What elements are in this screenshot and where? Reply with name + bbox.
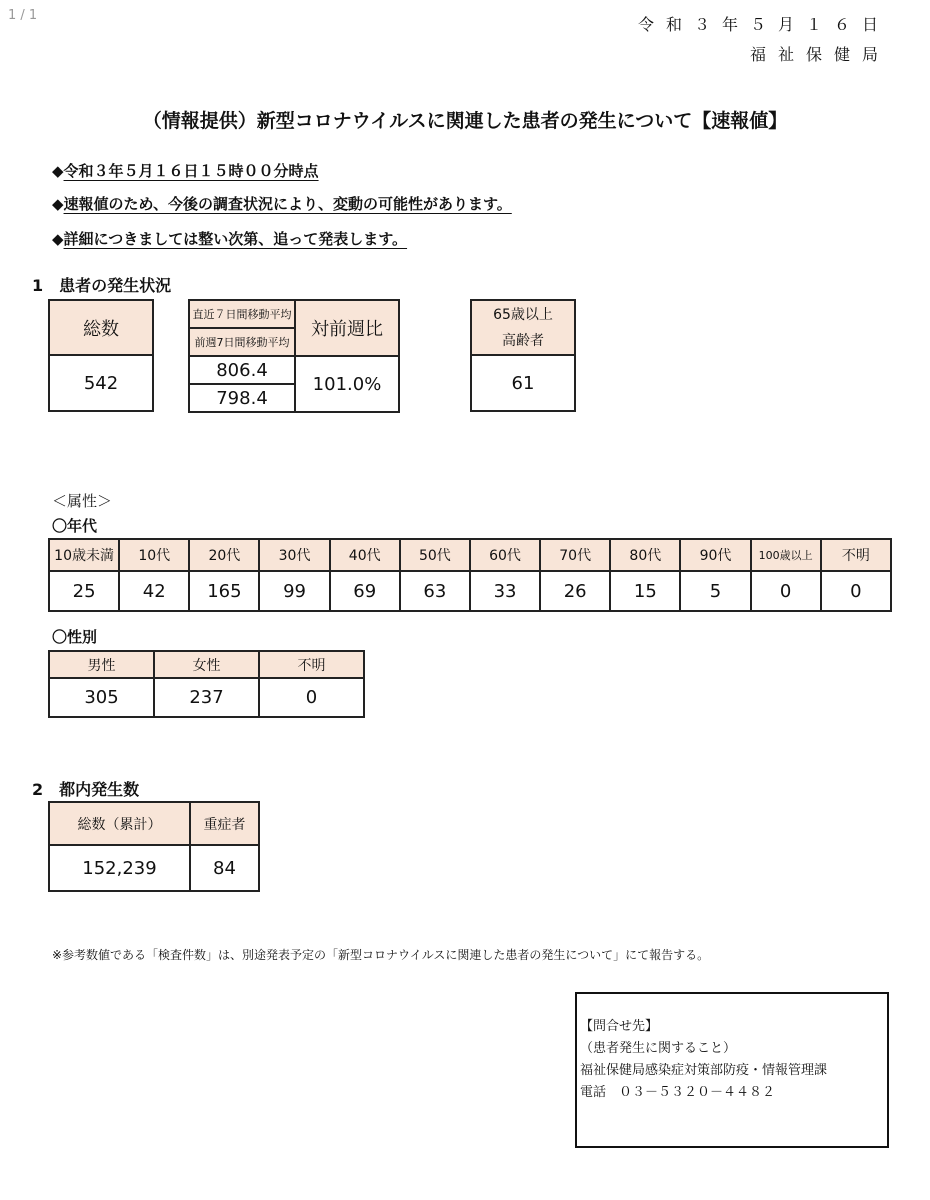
cumulative-value: 152,239: [49, 845, 190, 891]
bullet-marker: ◆: [52, 230, 64, 248]
age-value: 0: [751, 571, 821, 611]
elderly-label-line1: 65歳以上: [493, 306, 553, 323]
elderly-table: [470, 299, 576, 412]
sex-header-row: [49, 651, 364, 678]
age-col-header: 80代: [610, 539, 680, 571]
contact-line1: （患者発生に関すること）: [580, 1041, 737, 1056]
age-col-header: 30代: [259, 539, 329, 571]
page-number: 1 / 1: [8, 8, 38, 23]
sex-col-header: 男性: [49, 651, 154, 678]
sex-col-header: 女性: [154, 651, 259, 678]
recent-avg-label: 直近７日間移動平均: [189, 300, 295, 328]
cumulative-label: 総数（累計）: [49, 802, 190, 845]
sex-table: [48, 650, 365, 718]
sex-value: 0: [259, 678, 364, 717]
age-col-header: 40代: [330, 539, 400, 571]
age-value: 5: [680, 571, 750, 611]
age-value: 165: [189, 571, 259, 611]
age-col-header: 100歳以上: [751, 539, 821, 571]
sex-heading: 〇性別: [52, 628, 98, 646]
elderly-label: [471, 300, 575, 355]
age-col-header: 20代: [189, 539, 259, 571]
age-value: 26: [540, 571, 610, 611]
age-col-header: 50代: [400, 539, 470, 571]
contact-title: 【問合せ先】: [580, 1019, 659, 1034]
total-label: 総数: [49, 300, 153, 355]
bullet-marker: ◆: [52, 162, 64, 180]
contact-phone: 電話 ０３－５３２０－４４８２: [580, 1085, 776, 1100]
bullet-text: 令和３年５月１６日１５時００分時点: [63, 162, 319, 180]
cumulative-table: [48, 801, 260, 892]
age-col-header: 70代: [540, 539, 610, 571]
age-header-row: [49, 539, 891, 571]
elderly-label-line2: 高齢者: [502, 332, 544, 349]
recent-avg-value: 806.4: [189, 356, 295, 384]
prev-avg-label: 前週7日間移動平均: [189, 328, 295, 356]
age-value: 42: [119, 571, 189, 611]
section1-heading: 1 患者の発生状況: [32, 276, 172, 295]
age-value: 69: [330, 571, 400, 611]
age-col-header: 60代: [470, 539, 540, 571]
age-value: 63: [400, 571, 470, 611]
bullet-timestamp: [52, 160, 319, 181]
age-col-header: 10歳未満: [49, 539, 119, 571]
total-table: [48, 299, 154, 412]
sex-value-row: [49, 678, 364, 717]
age-value: 25: [49, 571, 119, 611]
total-value: 542: [49, 355, 153, 411]
bullet-text: 詳細につきましては整い次第、追って発表します。: [63, 230, 408, 248]
document-title: （情報提供）新型コロナウイルスに関連した患者の発生について【速報値】: [142, 110, 788, 132]
age-value: 0: [821, 571, 891, 611]
attributes-heading: ＜属性＞: [52, 492, 113, 510]
department-name: 福祉保健局: [749, 45, 890, 64]
age-table: [48, 538, 892, 612]
age-value: 15: [610, 571, 680, 611]
bullet-text: 速報値のため、今後の調査状況により、変動の可能性があります。: [63, 195, 512, 213]
section2-heading: 2 都内発生数: [32, 780, 140, 799]
sex-value: 237: [154, 678, 259, 717]
issue-date: 令和３年５月１６日: [637, 15, 890, 34]
age-value: 99: [259, 571, 329, 611]
contact-box: [575, 992, 889, 1148]
bullet-preliminary: [52, 193, 512, 214]
age-col-header: 10代: [119, 539, 189, 571]
sex-col-header: 不明: [259, 651, 364, 678]
elderly-value: 61: [471, 355, 575, 411]
sex-value: 305: [49, 678, 154, 717]
ratio-value: 101.0%: [295, 356, 399, 412]
ratio-label: 対前週比: [295, 300, 399, 356]
moving-average-table: [188, 299, 400, 413]
severe-value: 84: [190, 845, 259, 891]
contact-line2: 福祉保健局感染症対策部防疫・情報管理課: [580, 1063, 828, 1078]
prev-avg-value: 798.4: [189, 384, 295, 412]
age-heading: 〇年代: [52, 517, 98, 535]
age-col-header: 90代: [680, 539, 750, 571]
bullet-details: [52, 228, 407, 249]
age-value: 33: [470, 571, 540, 611]
bullet-marker: ◆: [52, 195, 64, 213]
age-value-row: [49, 571, 891, 611]
reference-note: ※参考数値である「検査件数」は、別途発表予定の「新型コロナウイルスに関連した患者の発生について」にて報告する。: [52, 948, 710, 962]
severe-label: 重症者: [190, 802, 259, 845]
age-col-header: 不明: [821, 539, 891, 571]
